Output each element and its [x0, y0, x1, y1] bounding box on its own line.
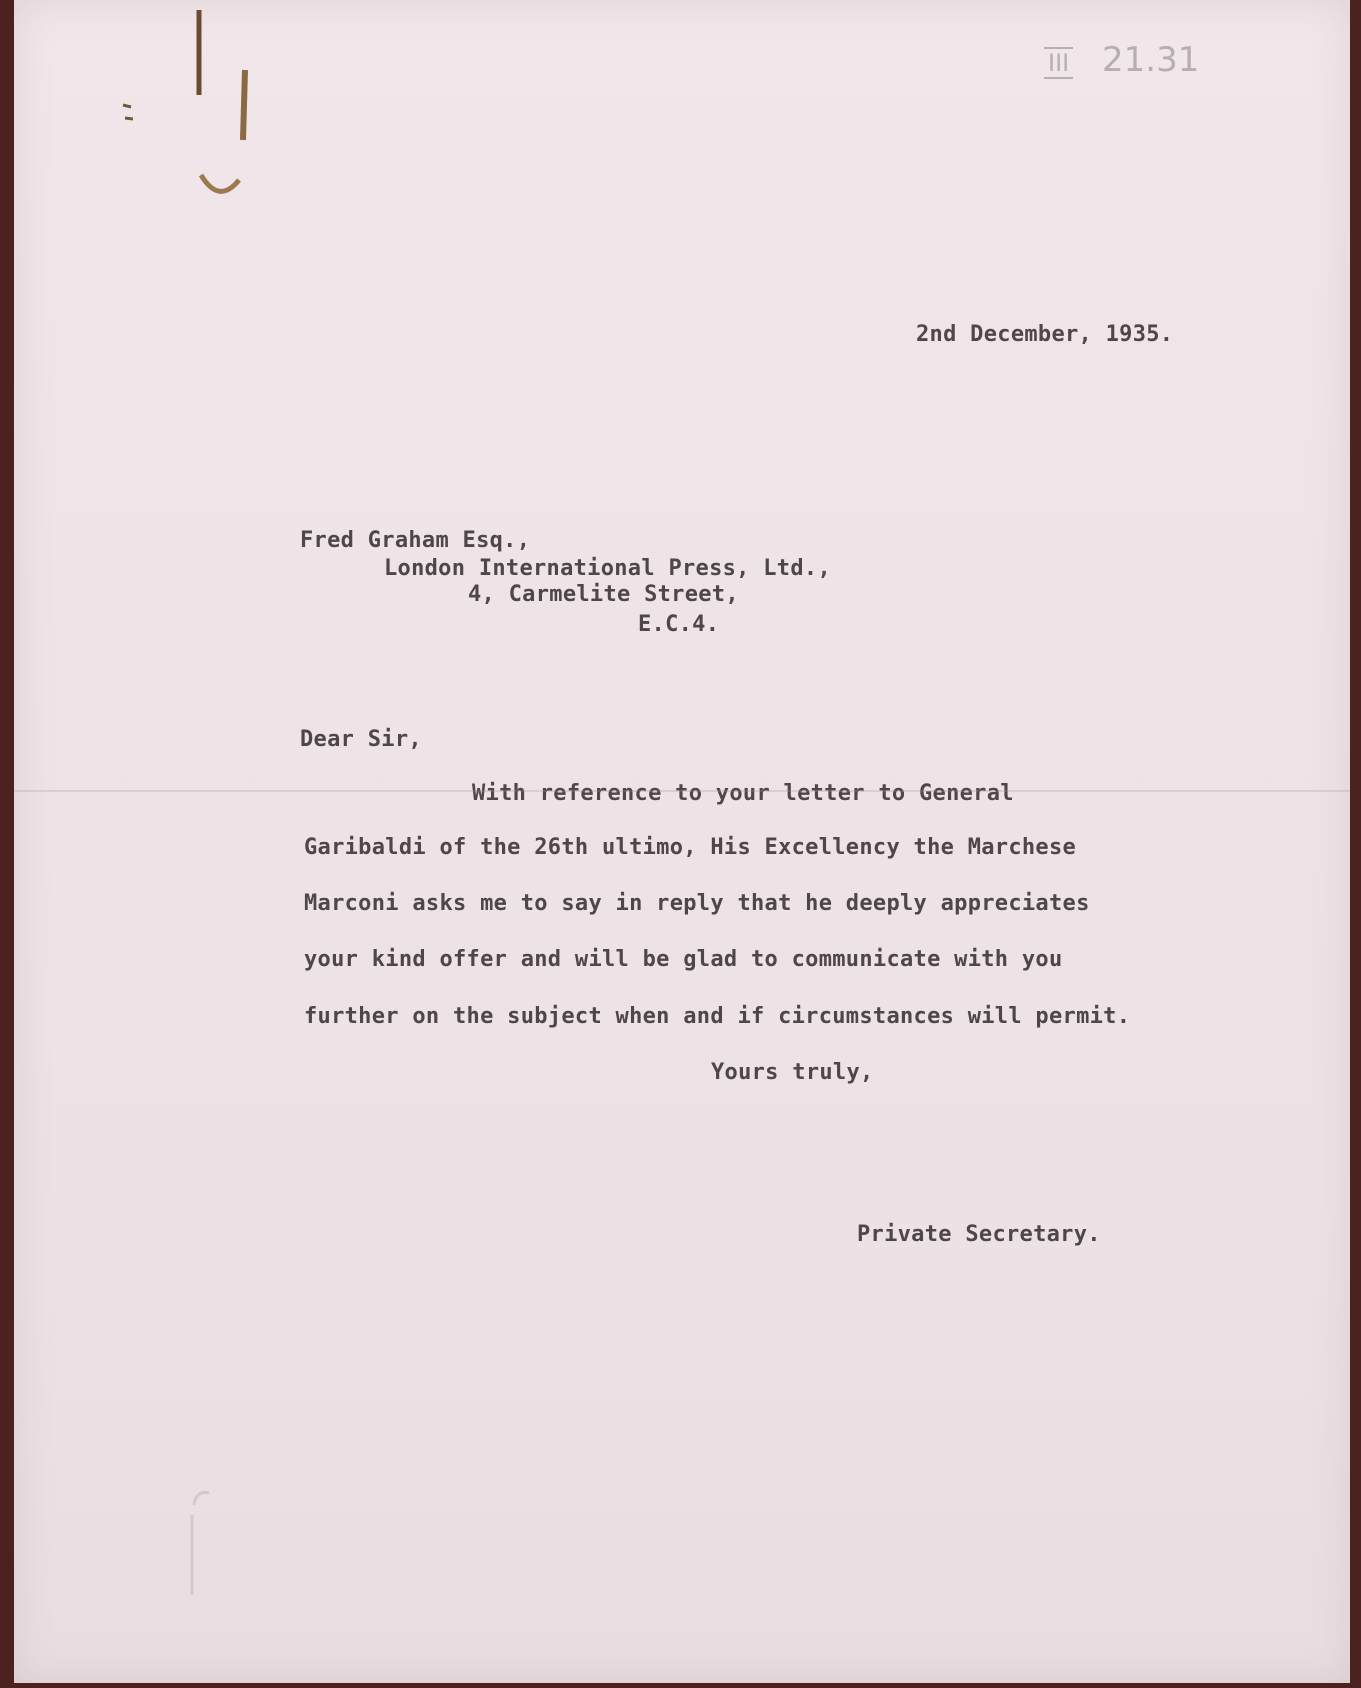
archive-mark: III — [1044, 47, 1073, 79]
body-line: Marconi asks me to say in reply that he deeply appreciates — [304, 891, 1090, 916]
fold-crease — [14, 790, 1350, 792]
body-line: Garibaldi of the 26th ultimo, His Excellency the Marchese — [304, 835, 1077, 860]
staple-mark-top — [109, 0, 259, 210]
signature-title: Private Secretary. — [857, 1222, 1101, 1247]
body-line: With reference to your letter to General — [472, 781, 1014, 806]
closing: Yours truly, — [711, 1060, 874, 1085]
archive-annotation — [1044, 40, 1199, 80]
letter-sheet — [14, 0, 1350, 1683]
archive-number: 21.31 — [1102, 40, 1200, 80]
letter-date: 2nd December, 1935. — [916, 322, 1174, 347]
body-line: further on the subject when and if circumstances will permit. — [304, 1004, 1131, 1029]
recipient-name: Fred Graham Esq., — [300, 528, 531, 553]
recipient-postcode: E.C.4. — [638, 612, 720, 637]
recipient-company: London International Press, Ltd., — [384, 556, 831, 581]
salutation: Dear Sir, — [300, 727, 422, 752]
staple-mark-bottom — [174, 1485, 234, 1605]
recipient-street: 4, Carmelite Street, — [468, 582, 739, 607]
body-line: your kind offer and will be glad to communicate with you — [304, 947, 1063, 972]
